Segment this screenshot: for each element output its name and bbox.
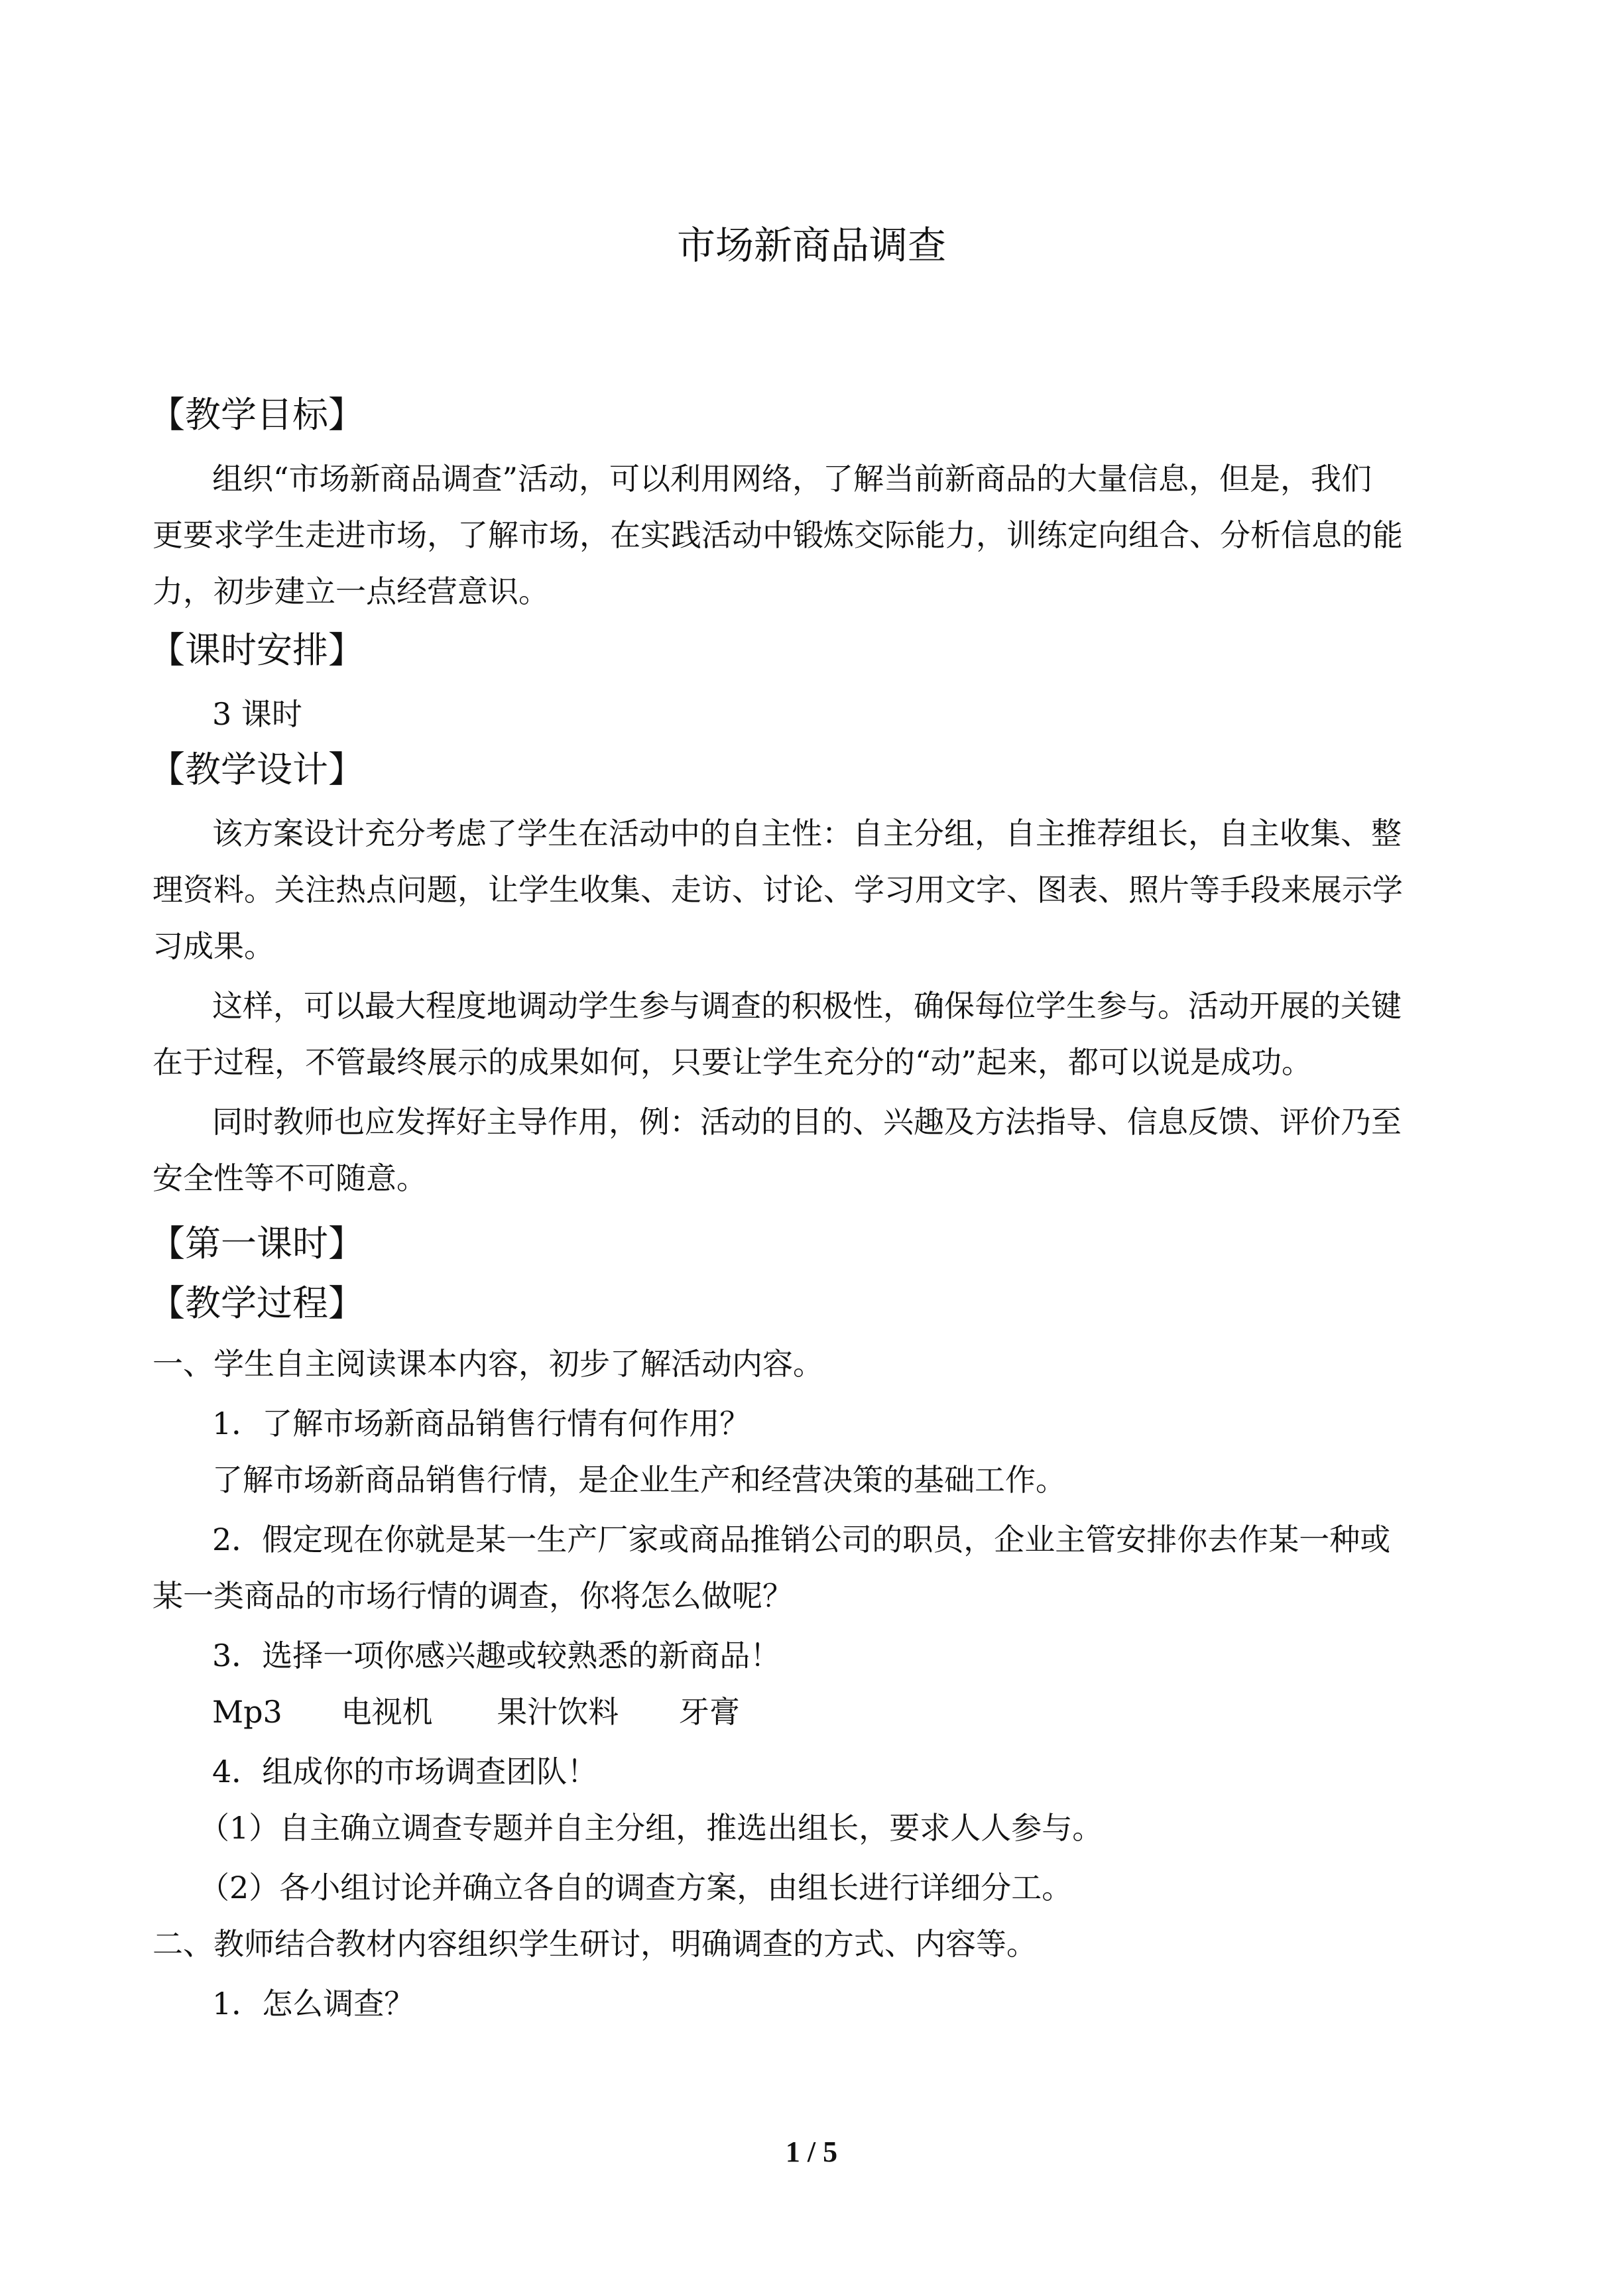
design-line-6: 同时教师也应发挥好主导作用，例：活动的目的、兴趣及方法指导、信息反馈、评价乃至 [212, 1104, 1402, 1140]
design-line-3: 习成果。 [152, 928, 274, 964]
heading-design: 【教学设计】 [149, 749, 364, 790]
goals-line-3: 力，初步建立一点经营意识。 [152, 574, 549, 609]
process-q4-2: （2）各小组讨论并确立各自的调查方案，由组长进行详细分工。 [199, 1870, 1073, 1905]
design-line-4: 这样，可以最大程度地调动学生参与调查的积极性，确保每位学生参与。活动开展的关键 [212, 988, 1402, 1024]
heading-goals: 【教学目标】 [149, 394, 364, 436]
product-juice: 果汁饮料 [497, 1694, 619, 1730]
process-q4-1: （1）自主确立调查专题并自主分组，推选出组长，要求人人参与。 [199, 1810, 1103, 1846]
heading-process: 【教学过程】 [149, 1282, 364, 1324]
process-s2-q1: 1．怎么调查？ [212, 1986, 415, 2022]
process-q4: 4．组成你的市场调查团队！ [212, 1754, 598, 1789]
design-line-2: 理资料。关注热点问题，让学生收集、走访、讨论、学习用文字、图表、照片等手段来展示学 [152, 872, 1403, 908]
goals-line-1: 组织“市场新商品调查”活动，可以利用网络，了解当前新商品的大量信息，但是，我们 [212, 461, 1372, 497]
process-a1: 了解市场新商品销售行情，是企业生产和经营决策的基础工作。 [212, 1462, 1066, 1498]
design-line-7: 安全性等不可随意。 [152, 1160, 427, 1196]
product-mp3: Mp3 [212, 1694, 282, 1730]
product-toothpaste: 牙膏 [678, 1694, 740, 1730]
process-q2-line-2: 某一类商品的市场行情的调查，你将怎么做呢？ [152, 1578, 793, 1614]
design-line-1: 该方案设计充分考虑了学生在活动中的自主性：自主分组，自主推荐组长，自主收集、整 [212, 816, 1402, 851]
process-q2-line-1: 2．假定现在你就是某一生产厂家或商品推销公司的职员，企业主管安排你去作某一种或 [212, 1522, 1391, 1557]
design-line-5: 在于过程，不管最终展示的成果如何，只要让学生充分的“动”起来，都可以说是成功。 [152, 1044, 1313, 1080]
page-title: 市场新商品调查 [676, 223, 946, 268]
goals-line-2: 更要求学生走进市场，了解市场，在实践活动中锻炼交际能力，训练定向组合、分析信息的能 [152, 517, 1403, 553]
heading-lesson1: 【第一课时】 [149, 1223, 364, 1264]
process-q3: 3．选择一项你感兴趣或较熟悉的新商品！ [212, 1638, 781, 1673]
process-section-2: 二、教师结合教材内容组织学生研讨，明确调查的方式、内容等。 [152, 1926, 1037, 1962]
heading-schedule: 【课时安排】 [149, 629, 364, 671]
process-section-1: 一、学生自主阅读课本内容，初步了解活动内容。 [152, 1346, 823, 1382]
product-tv: 电视机 [341, 1694, 433, 1730]
product-list [212, 1691, 740, 1733]
process-q1: 1．了解市场新商品销售行情有何作用？ [212, 1406, 751, 1441]
schedule-text: 3 课时 [212, 696, 302, 732]
page-number: 1 / 5 [785, 2136, 838, 2168]
